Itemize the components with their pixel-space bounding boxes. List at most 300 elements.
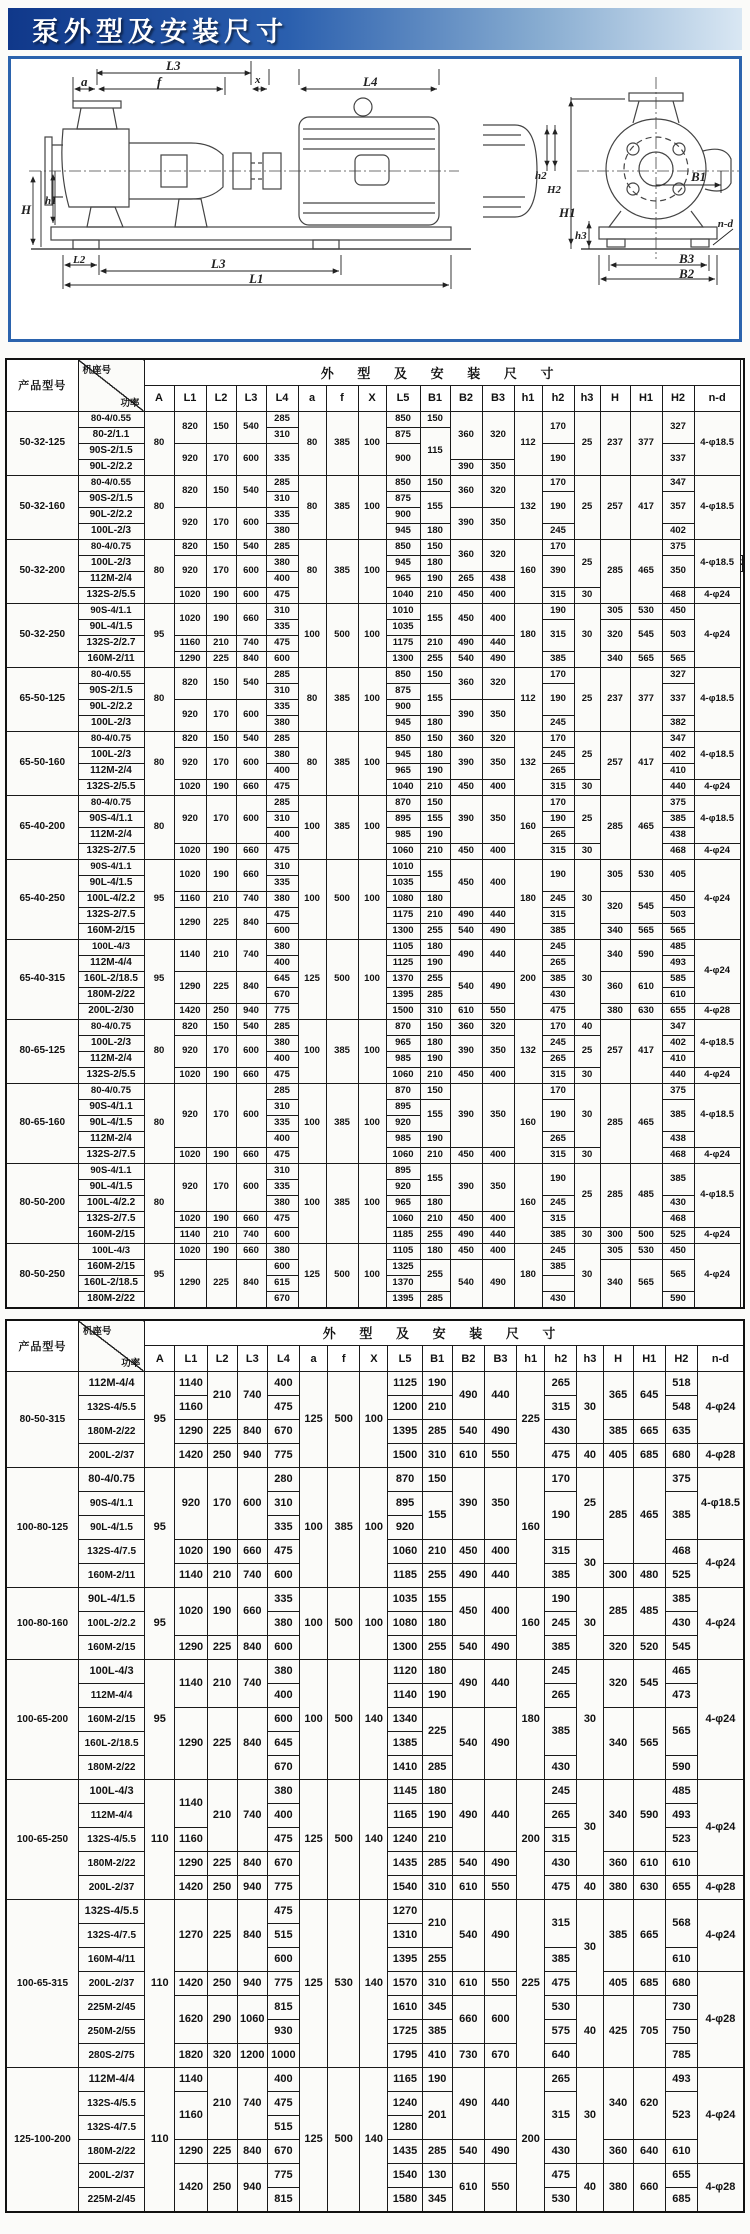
- cell: 840: [237, 1636, 267, 1660]
- cell: 1160: [175, 2092, 207, 2140]
- cell: 225: [207, 1420, 237, 1444]
- cell: 640: [545, 2044, 577, 2068]
- cell: 170: [207, 1468, 237, 1540]
- cell: 1300: [386, 651, 420, 667]
- cell: 190: [420, 763, 450, 779]
- cell: 190: [206, 603, 236, 635]
- cell: 965: [386, 1195, 420, 1211]
- cell: 545: [630, 891, 662, 923]
- cell: 360: [450, 731, 482, 747]
- table-row: [6, 603, 744, 619]
- cell: 200L-2/37: [78, 1876, 144, 1900]
- cell: 4-φ18.5: [694, 667, 740, 731]
- cell: 945: [386, 715, 420, 731]
- cell: 80: [144, 1163, 174, 1243]
- cell: 468: [662, 1147, 694, 1163]
- cell: 475: [266, 1067, 298, 1083]
- table-row: [6, 539, 744, 555]
- cell: 4-φ24: [694, 1147, 740, 1163]
- cell: 155: [420, 859, 450, 891]
- cell: 940: [237, 2164, 267, 2213]
- cell: 385: [665, 1588, 697, 1612]
- cell: 523: [665, 2092, 697, 2140]
- cell: 150: [420, 667, 450, 683]
- cell: 410: [662, 763, 694, 779]
- cell: 265: [545, 1804, 577, 1828]
- cell: 132S-2/7.5: [78, 843, 144, 859]
- cell: 680: [665, 1972, 697, 1996]
- table-row: [6, 411, 744, 427]
- cell: 385: [662, 811, 694, 827]
- cell: 210: [207, 1564, 237, 1588]
- cell: 1160: [175, 1396, 207, 1420]
- cell: 375: [662, 795, 694, 811]
- cell: 540: [452, 1852, 484, 1876]
- cell: 920: [386, 1179, 420, 1195]
- cell: 820: [174, 731, 206, 747]
- cell: 400: [482, 587, 514, 603]
- cell: 160M-2/15: [78, 1259, 144, 1275]
- cell: 1370: [386, 1275, 420, 1291]
- cell: 450: [450, 1211, 482, 1227]
- cell: 210: [420, 907, 450, 923]
- cell: 265: [542, 1131, 574, 1147]
- cell: 100L-4/3: [78, 1243, 144, 1259]
- cell: 1020: [174, 1067, 206, 1083]
- dim-label-B2: B2: [679, 266, 695, 281]
- cell: 100: [358, 475, 386, 539]
- cell: 180: [420, 523, 450, 539]
- cell: 160M-2/15: [78, 923, 144, 939]
- cell: 225: [517, 1372, 545, 1468]
- cell: 685: [665, 2188, 697, 2213]
- cell: 125: [298, 1243, 326, 1308]
- table-row: [6, 1083, 744, 1099]
- cell: 600: [236, 555, 266, 587]
- cell: 170: [206, 1083, 236, 1147]
- cell: 475: [267, 1396, 299, 1420]
- cell: 390: [450, 1163, 482, 1211]
- cell: 1290: [175, 1852, 207, 1876]
- dim-label-h2: h2: [535, 170, 547, 182]
- cell: 660: [236, 1067, 266, 1083]
- cell: 380: [266, 1035, 298, 1051]
- cell: 285: [603, 1468, 633, 1564]
- cell: 80: [144, 1019, 174, 1083]
- cell: 940: [237, 1876, 267, 1900]
- cell: 285: [422, 1756, 452, 1780]
- cell: 475: [266, 587, 298, 603]
- cell: 335: [267, 1588, 299, 1612]
- cell: 400: [266, 955, 298, 971]
- dim-label-L3-top: L3: [166, 59, 181, 73]
- cell: 210: [422, 1900, 452, 1948]
- power-label: 功率: [121, 1358, 141, 1369]
- cell: 740: [237, 2068, 267, 2140]
- cell: 440: [482, 1227, 514, 1243]
- cell: 170: [542, 667, 574, 683]
- cell: 225: [207, 1636, 237, 1660]
- cell: 90S-2/1.5: [78, 491, 144, 507]
- cell: 50-32-200: [6, 539, 78, 603]
- cell: 400: [266, 827, 298, 843]
- cell: 170: [206, 555, 236, 587]
- column-header-H1: H1: [633, 1346, 665, 1372]
- cell: 200L-2/37: [78, 1972, 144, 1996]
- cell: 100L-4/2.2: [78, 1195, 144, 1211]
- cell: 150: [206, 667, 236, 699]
- cell: 310: [267, 1492, 299, 1516]
- cell: 610: [450, 1003, 482, 1019]
- cell: 315: [542, 1211, 574, 1227]
- cell: 390: [452, 1468, 484, 1540]
- cell: 450: [450, 843, 482, 859]
- cell: 1160: [174, 891, 206, 907]
- cell: 80: [144, 411, 174, 475]
- cell: 1240: [388, 2092, 422, 2116]
- diagram-panel: [8, 56, 742, 342]
- cell: 335: [267, 1516, 299, 1540]
- cell: 740: [236, 891, 266, 907]
- cell: 160M-2/11: [78, 1564, 144, 1588]
- cell: 100: [300, 1588, 328, 1660]
- cell: 112: [514, 667, 542, 731]
- cell: 670: [267, 1852, 299, 1876]
- cell: 80-50-250: [6, 1243, 78, 1308]
- cell: 670: [267, 1756, 299, 1780]
- cell: 180: [514, 1243, 542, 1308]
- cell: 160: [517, 1588, 545, 1660]
- cell: 775: [266, 1003, 298, 1019]
- cell: 170: [206, 443, 236, 475]
- cell: 100L-2/3: [78, 555, 144, 571]
- cell: 1300: [386, 923, 420, 939]
- cell: 100: [300, 1660, 328, 1780]
- cell: 265: [545, 1372, 577, 1396]
- cell: 255: [420, 651, 450, 667]
- cell: 1165: [388, 2068, 422, 2092]
- cell: 375: [662, 1083, 694, 1099]
- cell: 870: [386, 1083, 420, 1099]
- cell: 400: [482, 859, 514, 907]
- cell: 385: [326, 1163, 358, 1243]
- cell: 820: [174, 1019, 206, 1035]
- cell: 100-65-250: [6, 1780, 78, 1900]
- cell: 310: [266, 603, 298, 619]
- cell: 730: [452, 2044, 484, 2068]
- table-row: [6, 1660, 744, 1684]
- cell: 40: [577, 2164, 603, 2213]
- cell: 112M-4/4: [78, 2068, 144, 2092]
- cell: 1435: [388, 2140, 422, 2164]
- cell: 245: [542, 747, 574, 763]
- cell: 180: [514, 859, 542, 939]
- cell: 100: [358, 539, 386, 603]
- cell: 112M-2/4: [78, 763, 144, 779]
- dim-label-H2: H2: [547, 184, 562, 196]
- cell: 155: [420, 683, 450, 715]
- cell: 210: [206, 939, 236, 971]
- cell: 930: [267, 2020, 299, 2044]
- cell: 315: [542, 907, 574, 923]
- cell: 285: [266, 539, 298, 555]
- cell: 820: [174, 411, 206, 443]
- spec-table-1-container: [5, 358, 745, 1309]
- spec-table-2-container: [5, 1319, 745, 2214]
- cell: 25: [574, 667, 600, 731]
- cell: 490: [484, 1636, 516, 1660]
- cell: 132: [514, 731, 542, 795]
- cell: 255: [422, 1948, 452, 1972]
- cell: 920: [174, 443, 206, 475]
- cell: 80-4/0.75: [78, 1083, 144, 1099]
- cell: 390: [450, 459, 482, 475]
- cell: 225: [517, 1900, 545, 2068]
- cell: 660: [236, 859, 266, 891]
- column-header-a: a: [298, 385, 326, 411]
- frame-label: 机座号: [82, 365, 112, 376]
- cell: 320: [482, 1019, 514, 1035]
- cell: 50-32-125: [6, 411, 78, 475]
- cell: 155: [420, 811, 450, 827]
- cell: 1060: [386, 1211, 420, 1227]
- cell: 315: [545, 1540, 577, 1564]
- cell: 400: [482, 603, 514, 635]
- cell: 360: [450, 411, 482, 459]
- cell: 30: [577, 1780, 603, 1876]
- header-row-1: [6, 1320, 744, 1346]
- cell: 210: [207, 1372, 237, 1420]
- cell: 340: [600, 923, 630, 939]
- cell: 90L-2/2.2: [78, 459, 144, 475]
- cell: 180M-2/22: [78, 1420, 144, 1444]
- cell: 490: [484, 1900, 516, 1972]
- cell: 450: [452, 1540, 484, 1564]
- cell: 90S-2/1.5: [78, 683, 144, 699]
- dim-label-B3: B3: [679, 251, 695, 266]
- column-header-L1: L1: [175, 1346, 207, 1372]
- cell: 180: [422, 1612, 452, 1636]
- cell: 500: [328, 1780, 360, 1900]
- cell: 645: [266, 971, 298, 987]
- tables-area: [5, 358, 745, 2213]
- cell: 170: [542, 539, 574, 555]
- cell: 615: [266, 1275, 298, 1291]
- cell: 210: [420, 1211, 450, 1227]
- dim-label-L2: L2: [73, 254, 86, 266]
- cell: 485: [665, 1780, 697, 1804]
- cell: 190: [422, 1372, 452, 1396]
- cell: 190: [545, 1588, 577, 1612]
- cell: 475: [267, 1828, 299, 1852]
- cell: 530: [545, 1996, 577, 2020]
- cell: 25: [577, 1468, 603, 1540]
- cell: 257: [600, 1019, 630, 1083]
- cell: 4-φ24: [694, 859, 740, 939]
- cell: 840: [237, 1420, 267, 1444]
- cell: 4-φ24: [694, 603, 740, 667]
- cell: 90L-2/2.2: [78, 699, 144, 715]
- cell: 285: [600, 1083, 630, 1163]
- table-row: [6, 475, 744, 491]
- dim-label-H: H: [21, 202, 32, 217]
- cell: 485: [630, 1163, 662, 1227]
- column-header-B3: B3: [482, 385, 514, 411]
- cell: 740: [237, 1780, 267, 1852]
- cell: 402: [662, 747, 694, 763]
- column-header-L5: L5: [386, 385, 420, 411]
- cell: 895: [386, 1099, 420, 1115]
- cell: 285: [266, 795, 298, 811]
- cell: 110: [145, 1780, 175, 1900]
- cell: 360: [600, 971, 630, 1003]
- column-header-n-d: n-d: [694, 385, 740, 411]
- cell: 1010: [386, 603, 420, 619]
- cell: 545: [633, 1660, 665, 1708]
- cell: 360: [450, 667, 482, 699]
- cell: 475: [266, 1211, 298, 1227]
- cell: 945: [386, 747, 420, 763]
- cell: 30: [574, 939, 600, 1019]
- cell: 385: [328, 1468, 360, 1588]
- column-header-f: f: [326, 385, 358, 411]
- cell: 875: [386, 683, 420, 699]
- cell: 1420: [174, 1003, 206, 1019]
- cell: 680: [665, 1444, 697, 1468]
- cell: 1395: [386, 1291, 420, 1308]
- cell: 1725: [388, 2020, 422, 2044]
- column-header-h2: h2: [545, 1346, 577, 1372]
- cell: 600: [236, 795, 266, 843]
- cell: 80: [144, 731, 174, 795]
- cell: 568: [665, 1900, 697, 1948]
- cell: 285: [422, 1420, 452, 1444]
- cell: 1000: [267, 2044, 299, 2068]
- cell: 1035: [386, 875, 420, 891]
- cell: 965: [386, 763, 420, 779]
- cell: 112M-2/4: [78, 827, 144, 843]
- cell: 25: [574, 1035, 600, 1067]
- dim-label-L3-bottom: L3: [211, 256, 226, 271]
- cell: 380: [266, 715, 298, 731]
- cell: 132S-2/7.5: [78, 907, 144, 923]
- cell: 125: [300, 1900, 328, 2068]
- cell: 250: [207, 1444, 237, 1468]
- cell: 380: [266, 939, 298, 955]
- column-header-H2: H2: [665, 1346, 697, 1372]
- cell: 670: [484, 2044, 516, 2068]
- cell: 1500: [388, 1444, 422, 1468]
- cell: 125: [300, 1372, 328, 1468]
- cell: 840: [237, 1708, 267, 1780]
- cell: 1140: [175, 1564, 207, 1588]
- cell: 660: [452, 1996, 484, 2044]
- cell: 320: [482, 667, 514, 699]
- cell: 150: [206, 411, 236, 443]
- cell: 90L-4/1.5: [78, 1588, 144, 1612]
- cell: 385: [326, 1019, 358, 1083]
- cell: 340: [603, 1708, 633, 1780]
- frame-label: 机座号: [82, 1325, 112, 1337]
- cell: 95: [145, 1660, 175, 1780]
- cell: 110: [145, 2068, 175, 2213]
- cell: 50-32-250: [6, 603, 78, 667]
- cell: 900: [386, 443, 420, 475]
- cell: 225: [422, 1708, 452, 1756]
- cell: 90S-4/1.1: [78, 1163, 144, 1179]
- cell: 112: [514, 411, 542, 475]
- cell: 400: [482, 843, 514, 859]
- cell: 468: [662, 1211, 694, 1227]
- cell: 155: [420, 603, 450, 635]
- cell: 465: [665, 1660, 697, 1684]
- cell: 475: [545, 1972, 577, 1996]
- cell: 500: [328, 1372, 360, 1468]
- cell: 190: [422, 1684, 452, 1708]
- cell: 155: [420, 491, 450, 523]
- cell: 160M-2/15: [78, 1636, 144, 1660]
- page-title: 泵外型及安装尺寸: [32, 16, 288, 47]
- cell: 815: [267, 2188, 299, 2213]
- product-model-header: 产品型号: [6, 1320, 78, 1372]
- cell: 655: [665, 2164, 697, 2188]
- cell: 100: [358, 411, 386, 475]
- column-header-f: f: [328, 1346, 360, 1372]
- cell: 250M-2/55: [78, 2020, 144, 2044]
- cell: 475: [266, 635, 298, 651]
- column-header-h3: h3: [574, 385, 600, 411]
- cell: 400: [482, 1067, 514, 1083]
- cell: 590: [633, 1780, 665, 1852]
- cell: 385: [545, 1564, 577, 1588]
- cell: 130: [422, 2164, 452, 2188]
- cell: 180M-2/22: [78, 1291, 144, 1308]
- cell: 285: [603, 1588, 633, 1636]
- cell: 100: [358, 859, 386, 939]
- cell: [742, 555, 744, 571]
- cell: 1160: [175, 1828, 207, 1852]
- cell: 417: [630, 1019, 662, 1083]
- cell: 610: [452, 1444, 484, 1468]
- cell: 132S-4/5.5: [78, 1828, 144, 1852]
- cell: 4-φ18.5: [694, 475, 740, 539]
- cell: 80: [298, 411, 326, 475]
- cell: 100: [358, 1243, 386, 1308]
- dim-label-n-d: n-d: [717, 218, 733, 230]
- cell: 4-φ24: [697, 1540, 744, 1588]
- cell: 945: [386, 555, 420, 571]
- cell: 225: [207, 1900, 237, 1972]
- cell: 285: [266, 1019, 298, 1035]
- cell: 377: [630, 667, 662, 731]
- cell: 155: [422, 1588, 452, 1612]
- cell: 80-4/0.75: [78, 1468, 144, 1492]
- cell: 360: [603, 1852, 633, 1876]
- cell: 95: [144, 939, 174, 1019]
- table-row: [6, 859, 744, 875]
- cell: 400: [482, 1243, 514, 1259]
- cell: 920: [174, 699, 206, 731]
- cell: 1420: [175, 1444, 207, 1468]
- cell: 630: [630, 1003, 662, 1019]
- cell: 402: [662, 523, 694, 539]
- cell: 310: [266, 859, 298, 875]
- title-banner: [8, 8, 742, 50]
- cell: 475: [542, 1003, 574, 1019]
- cell: 80: [298, 539, 326, 603]
- cell: 475: [267, 1900, 299, 1924]
- cell: 740: [236, 939, 266, 971]
